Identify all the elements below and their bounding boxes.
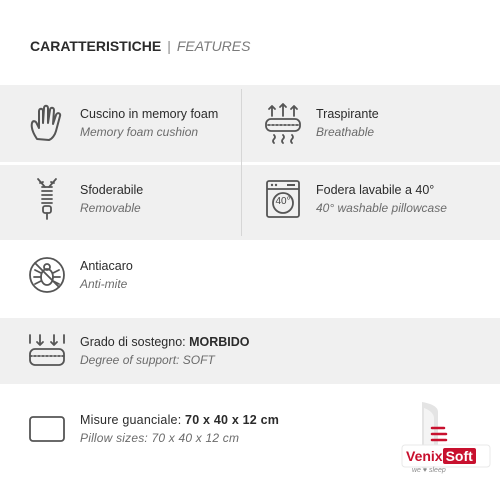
mite-icon <box>26 254 68 296</box>
sizes-value: 70 x 40 x 12 cm <box>185 413 280 427</box>
support-label: Grado di sostegno: <box>80 335 190 349</box>
venixsoft-logo <box>392 398 492 493</box>
feature-removable <box>26 178 143 220</box>
temperature-badge: 40° <box>275 196 291 207</box>
feature-title: Antiacaro <box>80 259 133 273</box>
header-subtitle: FEATURES <box>176 38 251 54</box>
feature-title: Traspirante <box>316 107 379 121</box>
support-value-en: SOFT <box>182 353 215 367</box>
feature-title: Sfoderabile <box>80 183 144 197</box>
support-value: MORBIDO <box>189 335 250 349</box>
feature-breathable <box>262 102 379 144</box>
feature-subtitle: Breathable <box>316 125 375 139</box>
feature-subtitle: 40° washable pillowcase <box>316 201 447 215</box>
feature-title: Cuscino in memory foam <box>80 107 219 121</box>
feature-washable <box>262 178 447 220</box>
brand-name-b: Soft <box>443 448 476 464</box>
feature-subtitle: Removable <box>80 201 141 215</box>
header-separator: | <box>167 38 171 54</box>
sizes-label: Misure guanciale: <box>80 413 186 427</box>
header-title: CARATTERISTICHE <box>30 38 162 54</box>
sizes-row <box>26 408 279 450</box>
feature-anti-mite <box>26 254 133 296</box>
support-label-en: Degree of support: <box>80 353 183 367</box>
feature-subtitle: Memory foam cushion <box>80 125 199 139</box>
feature-subtitle: Anti-mite <box>80 277 128 291</box>
support-pillow-icon <box>26 330 68 372</box>
breathable-icon <box>262 102 304 144</box>
hand-icon <box>26 102 68 144</box>
washing-machine-icon <box>262 178 304 220</box>
brand-name-a: Venix <box>406 448 443 464</box>
column-divider <box>241 89 242 236</box>
brand-wordmark <box>406 448 476 464</box>
zipper-icon <box>26 178 68 220</box>
support-row <box>26 330 250 372</box>
pillow-size-icon <box>26 408 68 450</box>
brand-tagline: we ♥ sleep <box>412 467 446 474</box>
feature-memory-foam <box>26 102 218 144</box>
features-header <box>30 38 250 54</box>
band-divider <box>0 162 500 165</box>
feature-title: Fodera lavabile a 40° <box>316 183 435 197</box>
sizes-label-en: Pillow sizes: 70 x 40 x 12 cm <box>80 431 240 445</box>
